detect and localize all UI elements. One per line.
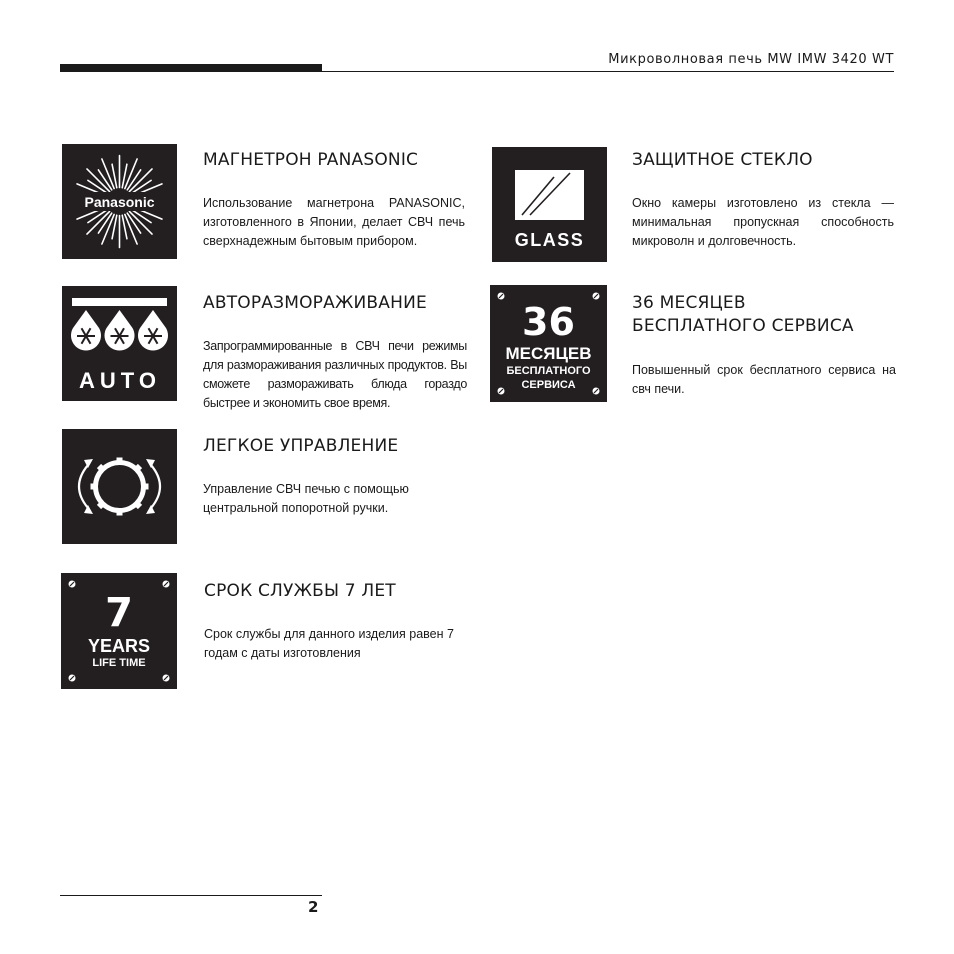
seven-years-lifetime-icon: [61, 573, 177, 689]
feature-description: Срок службы для данного изделия равен 7 годам с даты изготовления: [204, 627, 454, 660]
feature-description: Окно камеры изготовлено из стекла — минимальная пропускная способность микроволн и долговечность.: [632, 196, 894, 248]
feature-defrost: [62, 286, 472, 411]
feature-title: ЛЕГКОЕ УПРАВЛЕНИЕ: [203, 436, 399, 456]
auto-defrost-icon: [62, 286, 177, 401]
feature-lifetime: [61, 573, 471, 691]
lifetime-line1: YEARS: [87, 636, 151, 656]
warranty-line1: МЕСЯЦЕВ: [505, 344, 592, 363]
lifetime-number: 7: [105, 590, 133, 636]
warranty-36-months-icon: [490, 285, 607, 402]
panasonic-logo-text: Panasonic: [84, 194, 155, 210]
feature-title: СРОК СЛУЖБЫ 7 ЛЕТ: [204, 581, 396, 601]
feature-service: [490, 285, 897, 403]
lifetime-line2: LIFE TIME: [92, 657, 146, 669]
feature-glass: [492, 147, 897, 265]
feature-title: МАГНЕТРОН PANASONIC: [203, 150, 419, 170]
warranty-line2: БЕСПЛАТНОГО: [506, 365, 591, 377]
glass-icon: [492, 147, 607, 262]
feature-control: [62, 429, 472, 547]
warranty-number: 36: [522, 300, 575, 344]
glass-label: GLASS: [514, 230, 585, 250]
feature-description: Запрограммированные в СВЧ печи режимы для размораживания различных продуктов. Вы сможете размораживать блюда гораздо быстрее и экономить свое время.: [203, 339, 467, 410]
document-title: Микроволновая печь MW IMW 3420 WT: [608, 52, 894, 67]
feature-description: Повышенный срок бесплатного сервиса на свч печи.: [632, 363, 896, 396]
header-rule: [60, 71, 894, 72]
feature-title: ЗАЩИТНОЕ СТЕКЛО: [632, 150, 813, 170]
feature-description: Использование магнетрона PANASONIC, изготовленного в Японии, делает СВЧ печь сверхнадежным бытовым прибором.: [203, 196, 465, 248]
auto-label: AUTO: [79, 368, 161, 393]
feature-title: 36 МЕСЯЦЕВ БЕСПЛАТНОГО СЕРВИСА: [632, 293, 854, 336]
feature-description: Управление СВЧ печью с помощью центральной попоротной ручки.: [203, 482, 409, 515]
feature-title: АВТОРАЗМОРАЖИВАНИЕ: [203, 293, 427, 313]
feature-magnetron: [62, 144, 472, 262]
rotary-knob-icon: [62, 429, 177, 544]
page-number: 2: [308, 898, 319, 916]
footer-rule: [60, 895, 322, 896]
panasonic-sunburst-icon: [62, 144, 177, 259]
warranty-line3: СЕРВИСА: [521, 379, 576, 391]
